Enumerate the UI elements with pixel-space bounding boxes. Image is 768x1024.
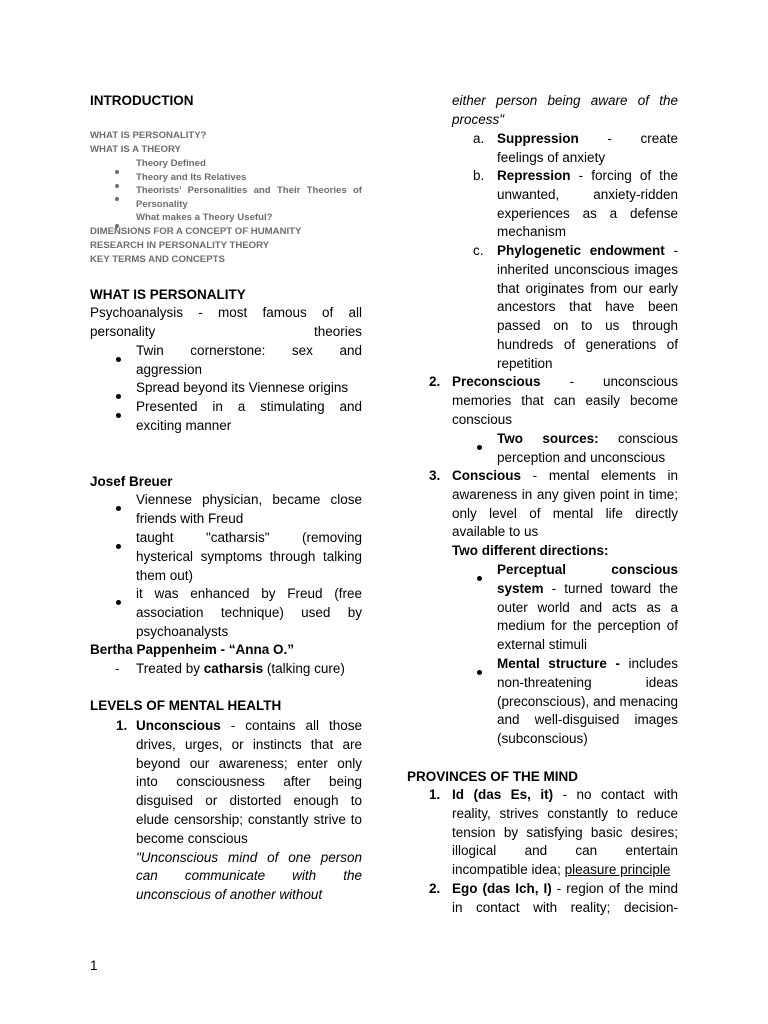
bullet-icon <box>477 445 482 450</box>
list-item: Mental structure - includes non-threatening ideas (preconscious), and menacing and well-disguised images (subconscious) <box>407 655 678 749</box>
list-item: Twin cornerstone: sex and aggression <box>90 342 362 380</box>
toc-item-what-is-personality: WHAT IS PERSONALITY? <box>90 130 207 141</box>
bullet-icon <box>477 670 482 675</box>
list-item: c. Phylogenetic endowment - inherited unconscious images that originates from our early ancestors that have been passed on to us through hundreds of generations of repetition <box>473 243 678 371</box>
bullet-icon <box>116 357 121 362</box>
list-item: Spread beyond its Viennese origins <box>90 379 362 398</box>
unconscious-quote-continued: either person being aware of the process" <box>452 93 678 127</box>
list-item: 2. Ego (das Ich, I) - region of the mind in contact with reality; decision- <box>429 881 678 915</box>
list-item: taught "catharsis" (removing hysterical symptoms through talking them out) <box>90 529 362 585</box>
unconscious-quote: "Unconscious mind of one person can communicate with the unconscious of another without <box>136 849 362 903</box>
josef-breuer-heading: Josef Breuer <box>90 474 173 489</box>
bullet-icon <box>116 413 121 418</box>
bertha-pappenheim-heading: Bertha Pappenheim - “Anna O.” <box>90 642 295 657</box>
toc-item-key-terms: KEY TERMS AND CONCEPTS <box>90 254 225 265</box>
toc-subitem: Theorists’ Personalities and Their Theories of Personality <box>90 184 362 211</box>
bullet-icon <box>116 600 121 605</box>
toc-subitem: Theory Defined <box>90 157 362 171</box>
provinces-of-the-mind-heading: PROVINCES OF THE MIND <box>407 769 579 784</box>
list-item: Viennese physician, became close friends with Freud <box>90 491 362 529</box>
page-number: 1 <box>90 958 98 973</box>
list-item: 2. Preconscious - unconscious memories that can easily become conscious <box>429 374 678 427</box>
list-item: a. Suppression - create feelings of anxiety <box>473 131 678 165</box>
psychoanalysis-paragraph: Psychoanalysis - most famous of all personality theories <box>90 305 362 339</box>
two-directions-label: Two different directions: <box>452 543 609 559</box>
list-item: Two sources: conscious perception and unconscious <box>407 430 678 468</box>
bullet-icon <box>115 197 119 201</box>
toc-item-dimensions: DIMENSIONS FOR A CONCEPT OF HUMANITY <box>90 226 302 237</box>
list-item: it was enhanced by Freud (free association technique) used by psychoanalysts <box>90 585 362 641</box>
toc-item-research: RESEARCH IN PERSONALITY THEORY <box>90 240 270 251</box>
list-item: b. Repression - forcing of the unwanted, anxiety-ridden experiences as a defense mechanism <box>473 168 678 240</box>
levels-of-mental-health-heading: LEVELS OF MENTAL HEALTH <box>90 698 282 713</box>
what-is-personality-heading: WHAT IS PERSONALITY <box>90 287 246 302</box>
list-item: 1. Id (das Es, it) - no contact with reality, strives constantly to reduce tension by satisfying basic desires; illogical and can entertain incompatible idea; pleasure principle <box>429 787 678 878</box>
toc-subitem: Theory and Its Relatives <box>90 171 362 185</box>
bullet-icon <box>477 576 482 581</box>
bullet-icon <box>116 544 121 549</box>
toc-item-what-is-a-theory: WHAT IS A THEORY <box>90 144 181 155</box>
list-item: 3. Conscious - mental elements in awareness in any given point in time; only level of mental life directly available to us Two different directions: <box>407 467 678 561</box>
list-item: 1. Unconscious - contains all those drives, urges, or instincts that are beyond our awareness; enter only into consciousness after being disguised or distorted enough to elude censorship; constantly strive to become conscious "Unconscious mind of one person can communicate with the unconscious of another without <box>90 717 362 905</box>
bullet-icon <box>116 506 121 511</box>
list-item: Perceptual conscious system - turned toward the outer world and acts as a medium for the perception of external stimuli <box>407 561 678 655</box>
list-item: Presented in a stimulating and exciting manner <box>90 398 362 436</box>
toc-subitem: What makes a Theory Useful? <box>90 211 362 225</box>
introduction-heading: INTRODUCTION <box>90 93 194 108</box>
list-item: - Treated by catharsis (talking cure) <box>115 661 345 676</box>
